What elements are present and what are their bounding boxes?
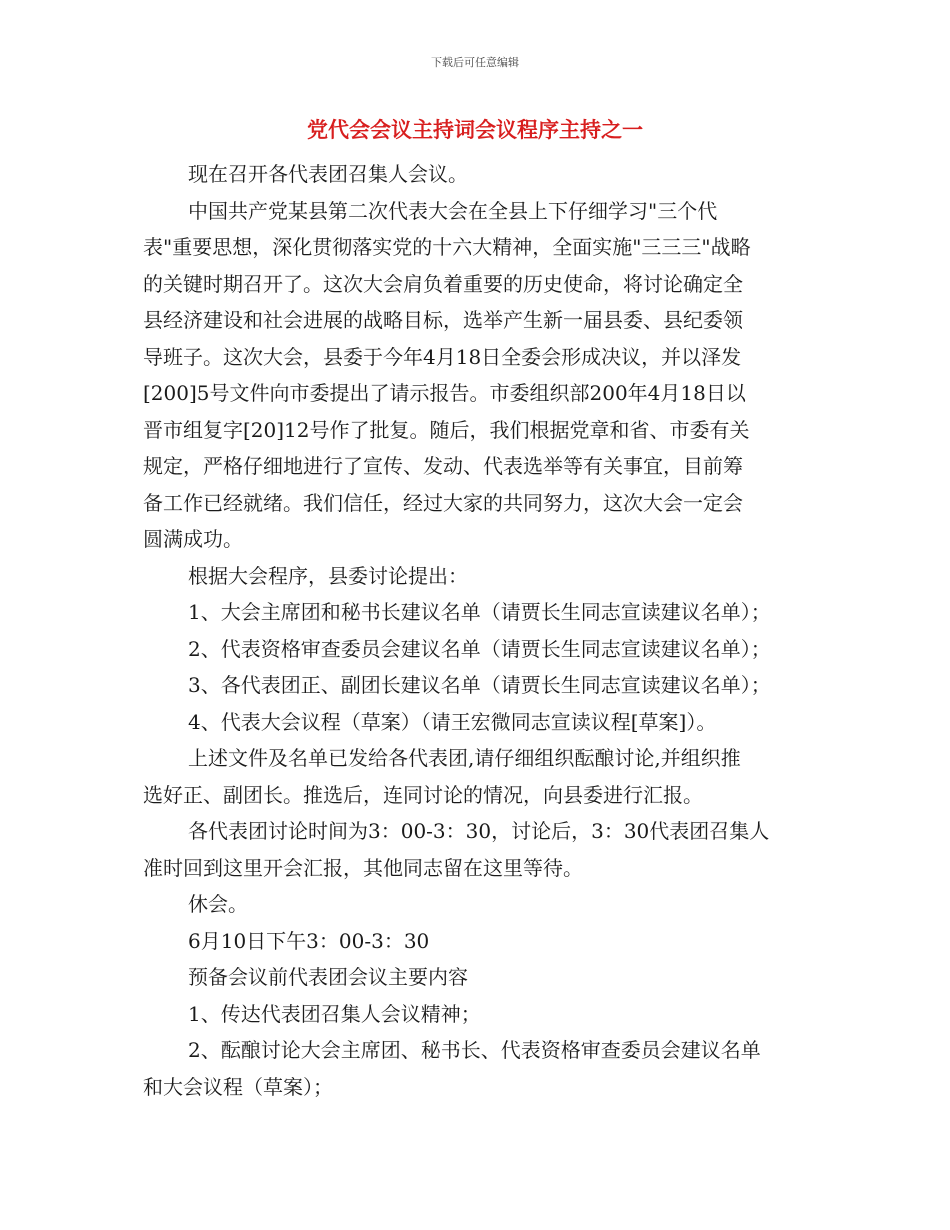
text-line: 晋市组复字[20]12号作了批复。随后，我们根据党章和省、市委有关 bbox=[143, 417, 750, 442]
text-line: 休会。 bbox=[188, 892, 248, 916]
text-line: 4、代表大会议程（草案）（请王宏微同志宣读议程[草案]）。 bbox=[188, 709, 717, 734]
text-line: 表"重要思想，深化贯彻落实党的十六大精神，全面实施"三三三"战略 bbox=[143, 235, 751, 259]
text-line: 1、大会主席团和秘书长建议名单（请贾长生同志宣读建议名单）； bbox=[188, 600, 771, 624]
text-line: 6月10日下午3：00-3：30 bbox=[188, 928, 430, 953]
text-line: 县经济建设和社会进展的战略目标，选举产生新一届县委、县纪委领 bbox=[143, 308, 743, 332]
document-title: 党代会会议主持词会议程序主持之一 bbox=[307, 118, 643, 142]
text-line: 2、酝酿讨论大会主席团、秘书长、代表资格审查委员会建议名单 bbox=[188, 1038, 761, 1062]
text-line: 1、传达代表团召集人会议精神； bbox=[188, 1001, 481, 1026]
text-line: 3、各代表团正、副团长建议名单（请贾长生同志宣读建议名单）； bbox=[188, 673, 771, 697]
document-body bbox=[143, 156, 815, 1105]
text-line: 选好正、副团长。推选后，连同讨论的情况，向县委进行汇报。 bbox=[143, 782, 703, 807]
text-line: 各代表团讨论时间为3：00-3：30，讨论后，3：30代表团召集人 bbox=[188, 819, 770, 843]
text-line: 备工作已经就绪。我们信任，经过大家的共同努力，这次大会一定会 bbox=[143, 490, 743, 515]
header-note: 下载后可任意编辑 bbox=[431, 56, 519, 69]
text-line: 导班子。这次大会，县委于今年4月18日全委会形成决议，并以泽发 bbox=[143, 344, 742, 369]
text-line: 上述文件及名单已发给各代表团,请仔细组织酝酿讨论,并组织推 bbox=[188, 746, 741, 770]
text-line: 准时回到这里开会汇报，其他同志留在这里等待。 bbox=[143, 855, 583, 880]
text-line: 和大会议程（草案）； bbox=[143, 1074, 333, 1099]
text-line: 中国共产党某县第二次代表大会在全县上下仔细学习"三个代 bbox=[188, 198, 718, 223]
text-line: 现在召开各代表团召集人会议。 bbox=[188, 162, 468, 186]
text-line: 规定，严格仔细地进行了宣传、发动、代表选举等有关事宜，目前筹 bbox=[143, 454, 743, 478]
text-line: [200]5号文件向市委提出了请示报告。市委组织部200年4月18日以 bbox=[143, 381, 746, 405]
text-line: 2、代表资格审查委员会建议名单（请贾长生同志宣读建议名单）； bbox=[188, 636, 771, 661]
text-line: 根据大会程序，县委讨论提出： bbox=[188, 563, 468, 588]
text-line: 圆满成功。 bbox=[143, 527, 243, 551]
text-line: 预备会议前代表团会议主要内容 bbox=[188, 965, 468, 989]
text-line: 的关键时期召开了。这次大会肩负着重要的历史使命，将讨论确定全 bbox=[143, 271, 743, 296]
